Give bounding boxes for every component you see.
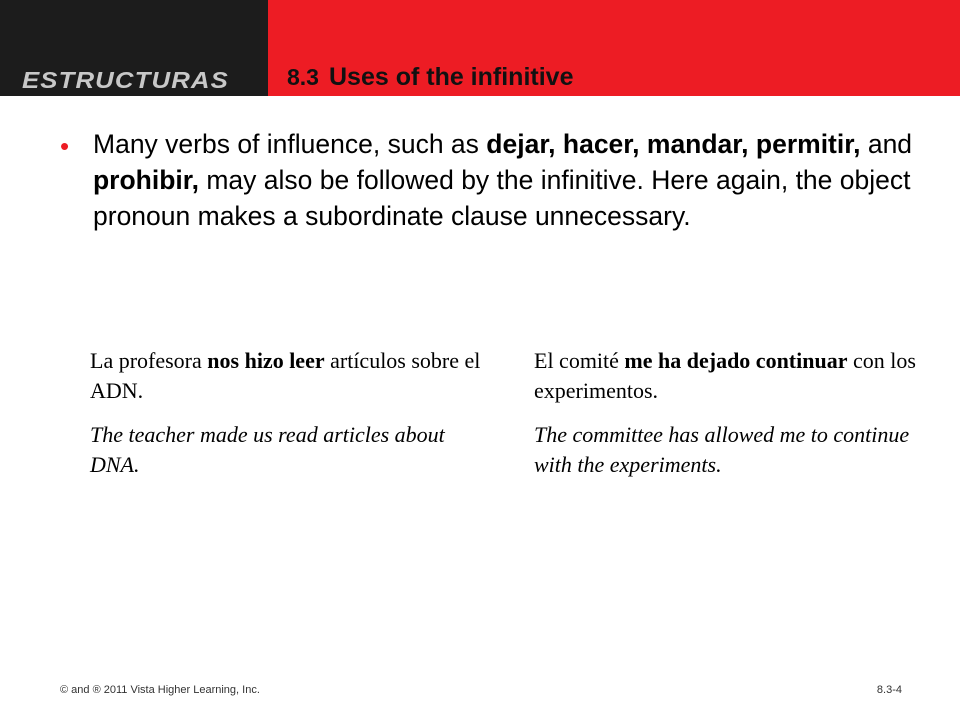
- page-number: 8.3-4: [876, 684, 902, 696]
- bullet-marker: •: [60, 131, 70, 161]
- example-bold: me ha dejado continuar: [624, 348, 848, 373]
- example-text: con los experimentos.: [534, 348, 916, 403]
- example-text: El comité: [534, 348, 625, 373]
- bullet-text-run: may also be followed by the infinitive. Here again, the object pronoun makes a subordinate clause unnecessary.: [93, 165, 911, 231]
- bullet-text-run: [749, 129, 756, 159]
- example-bold: nos hizo leer: [207, 348, 325, 373]
- example-english: The teacher made us read articles about DNA.: [90, 422, 445, 477]
- bullet-text-run: Many verbs of influence, such as: [93, 129, 487, 159]
- example-english: The committee has allowed me to continue with the experiments.: [534, 422, 910, 477]
- brand-label: ESTRUCTURAS: [22, 67, 229, 93]
- bullet-text-run: and: [860, 129, 913, 159]
- example-spanish: [534, 346, 934, 406]
- example-text: artículos sobre el ADN.: [90, 348, 481, 403]
- section-title: Uses of the infinitive: [328, 63, 574, 91]
- bullet-bold-permitir: permitir,: [755, 129, 861, 159]
- header-dark-panel: [0, 0, 268, 96]
- example-spanish: [90, 346, 490, 406]
- slide-title: [287, 60, 573, 98]
- bullet-text: [93, 126, 920, 234]
- bullet-point: [60, 126, 920, 234]
- bullet-bold-prohibir: prohibir,: [93, 165, 199, 195]
- example-left: [90, 346, 490, 480]
- footer-copyright: © and ® 2011 Vista Higher Learning, Inc.: [60, 684, 260, 696]
- bullet-bold-verbs: dejar, hacer, mandar,: [486, 129, 749, 159]
- section-number: 8.3: [287, 64, 319, 90]
- example-right: [534, 346, 934, 480]
- example-text: La profesora: [90, 348, 208, 373]
